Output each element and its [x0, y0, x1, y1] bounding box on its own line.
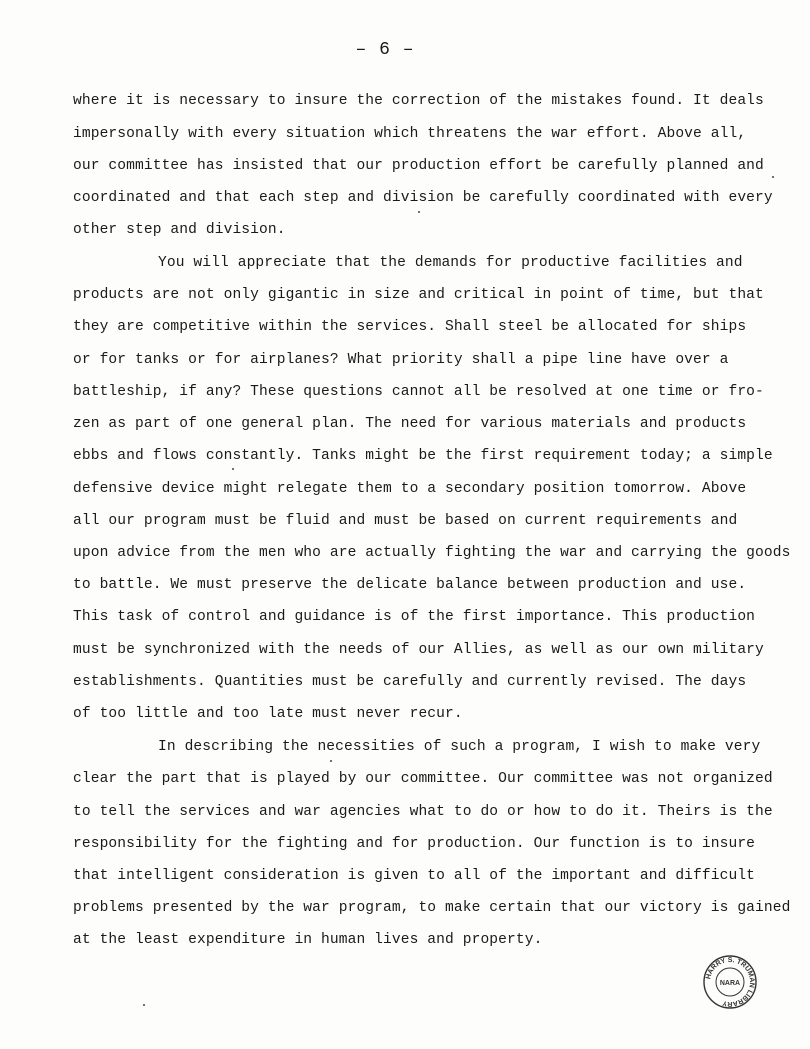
svg-text:HARRY S. TRUMAN LIBRARY: HARRY S. TRUMAN LIBRARY: [705, 956, 756, 1008]
text-line: at the least expenditure in human lives and property.: [73, 932, 543, 948]
text-line: This task of control and guidance is of the first importance. This production: [73, 609, 756, 625]
scan-speck: [772, 176, 774, 178]
text-line: to battle. We must preserve the delicate balance between production and use.: [73, 577, 747, 593]
text-line: where it is necessary to insure the correction of the mistakes found. It deals: [73, 93, 764, 109]
text-line: defensive device might relegate them to a secondary position tomorrow. Above: [73, 481, 747, 497]
text-line: responsibility for the fighting and for production. Our function is to insure: [73, 836, 756, 852]
scan-speck: [330, 760, 332, 762]
library-stamp-icon: [702, 954, 758, 1010]
scan-speck: [143, 1004, 145, 1006]
text-line: ebbs and flows constantly. Tanks might be the first requirement today; a simple: [73, 448, 773, 464]
text-line: other step and division.: [73, 222, 286, 238]
text-line: impersonally with every situation which threatens the war effort. Above all,: [73, 126, 747, 142]
text-line: of too little and too late must never recur.: [73, 706, 463, 722]
scan-speck: [418, 211, 420, 213]
text-line: must be synchronized with the needs of our Allies, as well as our own military: [73, 642, 764, 658]
text-line: clear the part that is played by our committee. Our committee was not organized: [73, 771, 773, 787]
text-line: problems presented by the war program, to make certain that our victory is gained: [73, 900, 791, 916]
svg-text:NARA: NARA: [719, 980, 741, 987]
text-line: In describing the necessities of such a program, I wish to make very: [158, 739, 761, 755]
text-line: battleship, if any? These questions cannot all be resolved at one time or fro-: [73, 384, 764, 400]
library-stamp: [702, 954, 758, 1010]
text-line: that intelligent consideration is given to all of the important and difficult: [73, 868, 756, 884]
text-line: our committee has insisted that our production effort be carefully planned and: [73, 158, 764, 174]
text-line: zen as part of one general plan. The need for various materials and products: [73, 416, 747, 432]
text-line: upon advice from the men who are actually fighting the war and carrying the goods: [73, 545, 791, 561]
text-line: coordinated and that each step and division be carefully coordinated with every: [73, 190, 773, 206]
text-line: products are not only gigantic in size and critical in point of time, but that: [73, 287, 764, 303]
text-line: or for tanks or for airplanes? What priority shall a pipe line have over a: [73, 352, 729, 368]
text-line: You will appreciate that the demands for productive facilities and: [158, 255, 743, 271]
text-line: they are competitive within the services. Shall steel be allocated for ships: [73, 319, 747, 335]
page-number: – 6 –: [355, 40, 415, 60]
text-line: establishments. Quantities must be carefully and currently revised. The days: [73, 674, 747, 690]
scan-speck: [232, 468, 234, 470]
text-line: all our program must be fluid and must be based on current requirements and: [73, 513, 738, 529]
text-line: to tell the services and war agencies what to do or how to do it. Theirs is the: [73, 804, 773, 820]
